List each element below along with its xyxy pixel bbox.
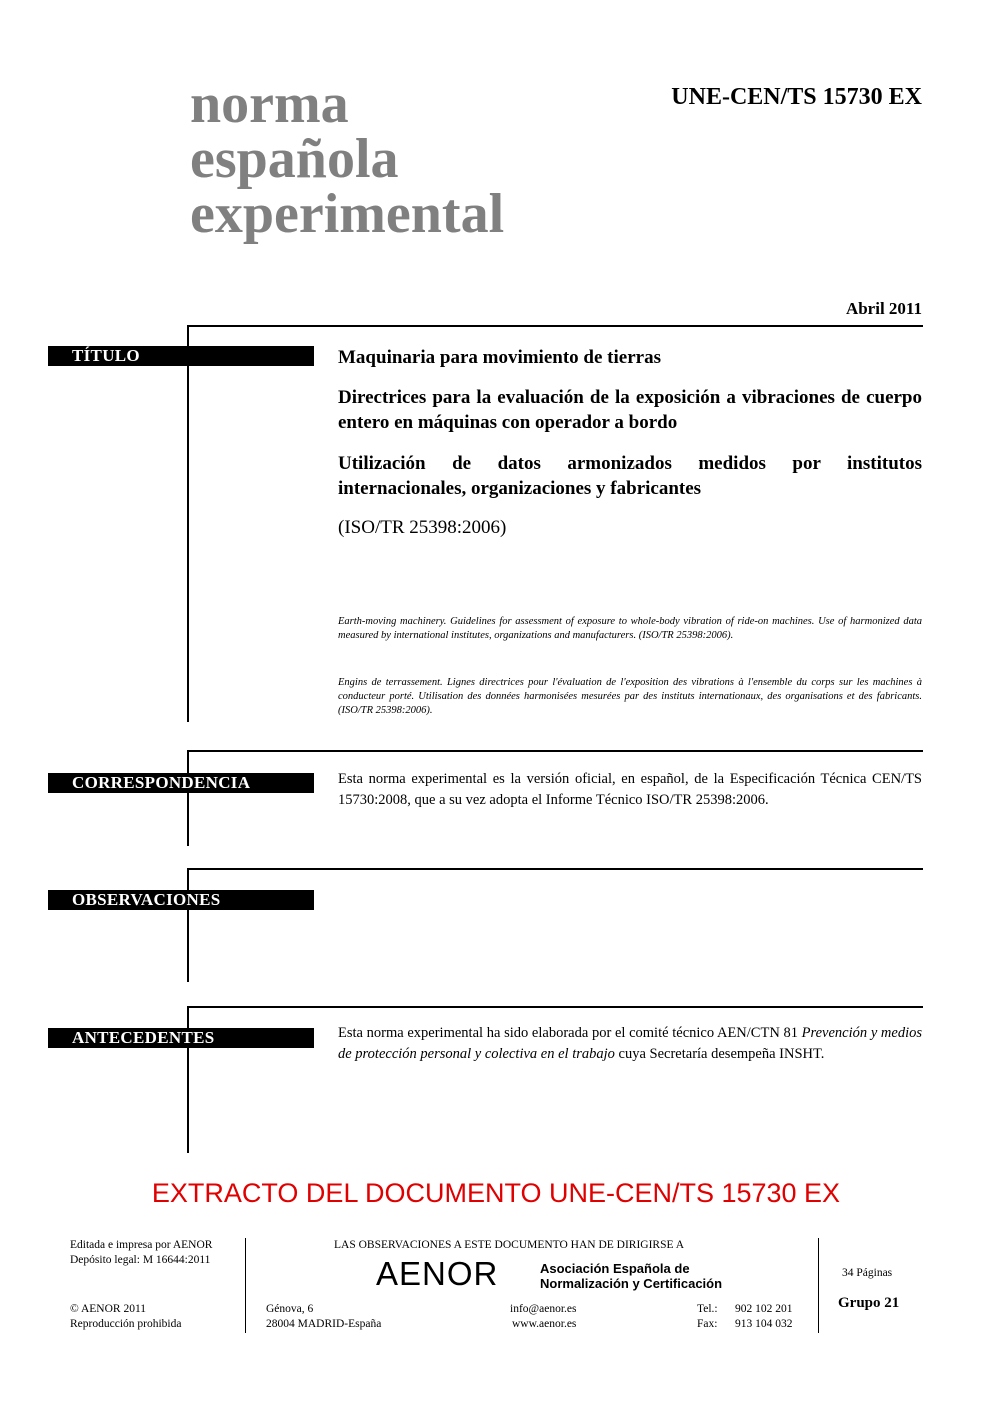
footer-fax-label: Fax: <box>697 1318 718 1330</box>
footer-tel-label: Tel.: <box>697 1303 718 1315</box>
footer-email[interactable]: info@aenor.es <box>510 1303 577 1315</box>
title-es-3: Utilización de datos armonizados medidos por institutos internacionales, organizaciones y fabricantes <box>338 453 922 499</box>
titulo-label: TÍTULO <box>48 346 314 366</box>
doc-type-line3: experimental <box>190 183 505 245</box>
correspondencia-vertical-rule <box>187 750 189 846</box>
footer-address-line1: Génova, 6 <box>266 1303 314 1315</box>
publication-date: Abril 2011 <box>845 299 922 318</box>
doc-type-line2: española <box>190 128 399 190</box>
footer-fax: 913 104 032 <box>735 1318 793 1330</box>
title-english: Earth-moving machinery. Guidelines for assessment of exposure to whole-body vibration of ride-on machines. Use of harmonized data measured by international institutes, organizations and manufacturers. (ISO/TR 25398:2006). <box>338 616 922 641</box>
footer-pages: 34 Páginas <box>842 1267 893 1279</box>
antecedentes-text: Esta norma experimental ha sido elaborada por el comité técnico AEN/CTN 81 Prevención y medios de protección personal y colectiva en el trabajo cuya Secretaría desempeña INSHT. <box>338 1025 923 1062</box>
aenor-logo: AENOR <box>376 1255 499 1292</box>
footer-website[interactable]: www.aenor.es <box>512 1318 577 1330</box>
observaciones-vertical-rule <box>187 868 189 982</box>
footer-grupo: Grupo 21 <box>838 1295 900 1311</box>
correspondencia-top-rule <box>187 750 923 752</box>
correspondencia-text: Esta norma experimental es la versión oficial, en español, de la Especificación Técnica CEN/TS 15730:2008, que a su vez adopta el Informe Técnico ISO/TR 25398:2006. <box>338 771 922 808</box>
antecedentes-label: ANTECEDENTES <box>48 1028 314 1048</box>
footer-divider-left <box>245 1238 246 1333</box>
antecedentes-top-rule <box>187 1006 923 1008</box>
title-es-1: Maquinaria para movimiento de tierras <box>338 347 661 368</box>
title-es-2: Directrices para la evaluación de la exposición a vibraciones de cuerpo entero en máquinas con operador a bordo <box>338 387 922 433</box>
title-french: Engins de terrassement. Lignes directrices pour l'évaluation de l'exposition des vibrations à l'ensemble du corps sur les machines à conducteur porté. Utilisation des données harmonisées mesurées par des instituts internationaux, des organisations et des fabricants. (ISO/TR 25398:2006). <box>338 677 922 716</box>
footer-divider-right <box>818 1238 819 1333</box>
footer-address-line2: 28004 MADRID-España <box>266 1318 382 1330</box>
observaciones-top-rule <box>187 868 923 870</box>
footer-copyright: © AENOR 2011 <box>70 1303 147 1315</box>
titulo-top-rule <box>187 325 923 327</box>
extract-notice: EXTRACTO DEL DOCUMENTO UNE-CEN/TS 15730 EX <box>151 1178 841 1208</box>
footer-edited: Editada e impresa por AENOR <box>70 1239 213 1251</box>
footer-reproduccion: Reproducción prohibida <box>70 1318 182 1330</box>
titulo-vertical-rule <box>187 325 189 722</box>
aenor-organization: Asociación Española de Normalización y Certificación <box>540 1261 723 1291</box>
observaciones-label: OBSERVACIONES <box>48 890 314 910</box>
footer-observaciones-note: LAS OBSERVACIONES A ESTE DOCUMENTO HAN DE DIRIGIRSE A <box>334 1239 685 1251</box>
standard-code: UNE-CEN/TS 15730 EX <box>671 84 922 110</box>
doc-type-line1: norma <box>190 73 349 135</box>
footer-deposito: Depósito legal: M 16644:2011 <box>70 1254 211 1266</box>
footer-tel: 902 102 201 <box>735 1303 793 1315</box>
iso-reference: (ISO/TR 25398:2006) <box>338 517 507 538</box>
correspondencia-label: CORRESPONDENCIA <box>48 773 314 793</box>
